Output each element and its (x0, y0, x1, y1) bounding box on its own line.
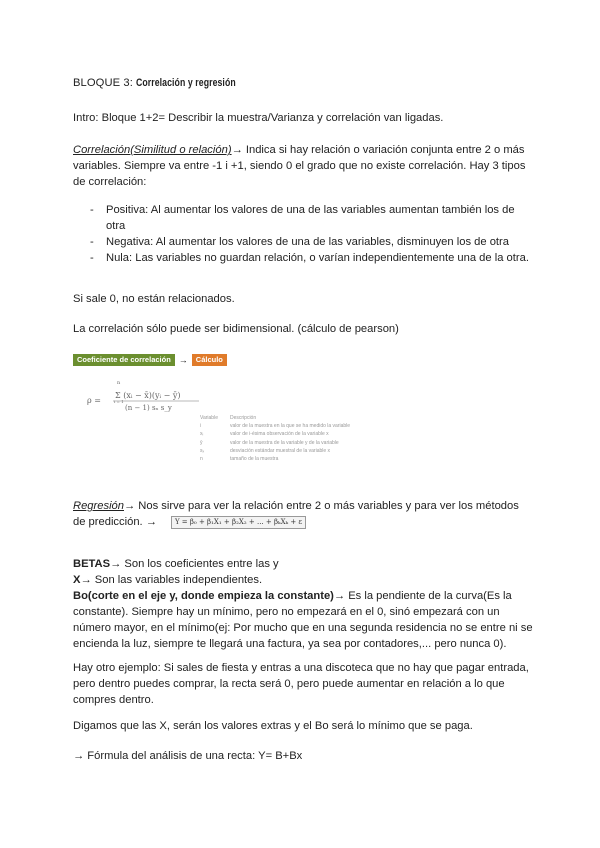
table-cell: Descripción (230, 415, 257, 421)
variables-table (200, 414, 370, 463)
regresion-text: Nos sirve para ver la relación entre 2 o más variables y para ver los métodos de predicción. → (73, 500, 519, 528)
denominator: (n − 1) sₓ s_y (125, 404, 172, 412)
x-text: → Son las variables independientes. (80, 574, 263, 586)
chip-calculo: Cálculo (192, 354, 227, 366)
chip-arrow: → (178, 355, 188, 365)
table-cell: tamaño de la muestra (230, 456, 279, 463)
title-topic: Correlación y regresión (136, 77, 236, 89)
intro-paragraph: Intro: Bloque 1+2= Describir la muestra/Varianza y correlación van ligadas. (73, 112, 444, 124)
betas-line (73, 556, 533, 572)
table-row (200, 422, 370, 430)
rho-symbol: ρ = (87, 396, 101, 405)
bidimensional-paragraph: La correlación sólo puede ser bidimensional. (cálculo de pearson) (73, 323, 399, 335)
bo-paragraph (73, 588, 533, 652)
table-cell: valor de la muestra de la variable y de la variable (230, 439, 339, 446)
bo-text: → Es la pendiente de la curva(Es la constante). Siempre hay un mínimo, pero no empezará en el 0, sinó empezará con un número mayor, en el mínimo(ej: Por mucho que en una segunda residencia no se entre ni se encienda la luz, siempre te llegará una factura, ya sea por contadores,... pero nunca 0). (73, 590, 533, 650)
table-cell: sₓ (200, 447, 205, 454)
table-cell: Variable (200, 415, 218, 421)
list-item: - Positiva: Al aumentar los valores de una de las variables aumentan también los de otra (73, 202, 533, 234)
numerator: Σ (xᵢ − x̄)(yᵢ − ȳ) (115, 391, 181, 400)
table-row (200, 430, 370, 438)
table-row (200, 439, 370, 447)
title-prefix: BLOQUE 3: (73, 77, 137, 89)
table-cell: valor de i-ésima observación de la variable x (230, 431, 329, 438)
si-sale-paragraph: Si sale 0, no están relacionados. (73, 293, 235, 305)
table-cell: i (200, 423, 202, 430)
table-cell: xᵢ (200, 431, 204, 438)
formula-recta-paragraph: → Fórmula del análisis de una recta: Y= B+Bx (73, 750, 303, 762)
table-cell: ȳ (200, 439, 203, 446)
chip-coeficiente: Coeficiente de correlación (73, 354, 175, 366)
betas-text: → Son los coeficientes entre las y (110, 558, 279, 570)
otro-ejemplo-paragraph: Hay otro ejemplo: Si sales de fiesta y entras a una discoteca que no hay que pagar entrada, pero dentro puedes comprar, la recta será 0, pero puede aumentar en relación a lo que compres dentro. (73, 662, 529, 706)
regresion-paragraph (73, 498, 533, 530)
correlacion-term: Correlación(Similitud o relación) (73, 144, 232, 156)
table-cell: n (200, 456, 203, 463)
sum-top: n (117, 380, 121, 386)
list-item: - Negativa: Al aumentar los valores de una de las variables, disminuyen los de otra (73, 234, 533, 250)
correlacion-arrow: → (231, 144, 243, 156)
digamos-paragraph: Digamos que las X, serán los valores extras y el Bo será lo mínimo que se paga. (73, 720, 473, 732)
betas-term: BETAS (73, 558, 111, 570)
x-term: X (73, 574, 81, 586)
correlation-types-list (73, 202, 533, 266)
regresion-arrow: → (124, 500, 136, 512)
table-row (200, 414, 370, 422)
sum-bottom: i = 1 (114, 399, 124, 404)
table-row (200, 447, 370, 455)
correlacion-paragraph (73, 142, 533, 190)
table-row (200, 455, 370, 463)
correlacion-text: Indica si hay relación o variación conjunta entre 2 o más variables. Siempre va entre -1 i +1, siendo 0 el grado que no existe correlación. Hay 3 tipos de correlación: (73, 144, 526, 188)
table-cell: desviación estándar muestral de la variable x (230, 447, 331, 454)
list-item: - Nula: Las variables no guardan relación, o varían independientemente una de la otra. (73, 250, 533, 266)
table-cell: valor de la muestra en la que se ha medido la variable (230, 423, 351, 430)
regression-formula-image: Y = β₀ + β₁X₁ + β₂X₂ + ... + βₖXₖ + ε (171, 516, 306, 529)
document-title (73, 75, 533, 91)
bo-term: Bo(corte en el eje y, donde empieza la constante) (73, 590, 334, 602)
x-line (73, 572, 533, 588)
figure-header (73, 354, 227, 366)
regresion-term: Regresión (73, 500, 124, 512)
pearson-formula-figure (73, 354, 373, 504)
